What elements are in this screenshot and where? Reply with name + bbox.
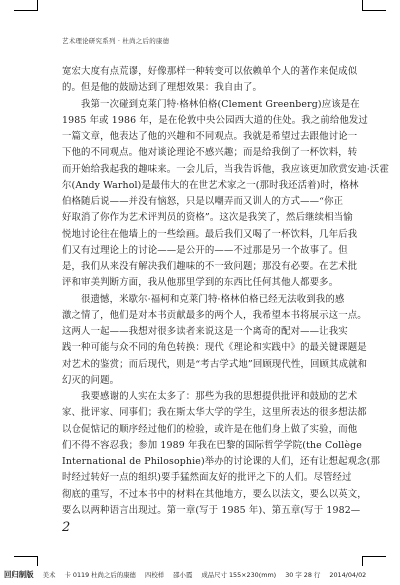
text-line: 宽宏大度有点荒谬，好像那样一种转变可以依赖单个人的著作来促成似 (62, 66, 358, 77)
running-header: 艺术理论研究系列 · 杜尚之后的康德 (62, 37, 170, 45)
text-line: 践一种可能与众不同的角色转换：现代《理论和实践中》的最关键课题是 (62, 342, 367, 354)
text-line: 的。但是他的鼓励达到了理想效果：我自由了。 (62, 82, 263, 94)
text-line: 们不得不容忍我；参加 1989 年我在巴黎的国际哲学学院(the Collège (62, 439, 362, 451)
text-line: 下他的不同观点。他对谈论理论不感兴趣；而是给我倒了一杯饮料，转 (62, 147, 358, 159)
text-line: 悦地讨论往在他墙上的一些绘画。最后我们又喝了一杯饮料，几年后我 (62, 228, 358, 240)
crop-mark (14, 10, 38, 11)
crop-mark (37, 556, 38, 566)
text-line: 要么以两种语言出现过。第一章(写于 1985 年)、第五章(写于 1982— (62, 504, 361, 516)
print-slug (4, 569, 396, 580)
body-text (62, 64, 389, 519)
crop-mark (362, 556, 386, 557)
text-line: 我要感谢的人实在太多了：那些为我的思想提供批评和鼓励的艺术 (81, 391, 358, 402)
crop-mark (14, 556, 38, 557)
text-line: 评和审美判断方面，我从他那里学到的东西比任何其他人都要多。 (62, 277, 339, 289)
crop-mark (362, 0, 363, 11)
text-line: International de Philosophie)举办的讨论课的人们，还有让想起观念(那 (62, 456, 381, 467)
text-line: 们又有过理论上的讨论——是公开的——不过那是另一个故事了。但 (62, 244, 348, 256)
crop-mark (37, 0, 38, 11)
print-date: 2014/04/02 (329, 571, 367, 579)
print-stage: 四校样 (144, 571, 165, 579)
text-line: 彻底的重写，不过本书中的材料在其他地方，要么以法文，要么以英文， (62, 488, 367, 500)
text-line: 这两人一起——我想对很多读者来说这是一个离奇的配对——让我实 (62, 326, 348, 337)
text-line: 时经过转好一点的组织)要手猛然面友好的批评之下的人们。尽管经过 (62, 472, 352, 484)
text-line: 激之情了，他们是对本书贡献最多的两个人，我希望本书将展示这一点。 (62, 309, 367, 321)
text-line: 是，我们从来没有解决我们趣味的不一致问题；那没有必要。在艺术批 (62, 261, 358, 272)
print-brand: 回归制版 (4, 570, 34, 579)
text-line: 好取消了你作为艺术评判员的资格”。这次是我笑了，然后继续相当愉 (62, 212, 353, 224)
crop-mark (362, 556, 363, 566)
text-line: 一篇文章，他表达了他的兴趣和不同观点。我就是希望过去跟他讨论一 (62, 131, 358, 142)
text-line: 对艺术的鉴赏；而后现代，则是“考古学式地”回顾现代性，回顾其成就和 (62, 358, 368, 370)
print-job-number: 卡 0119 杜尚之后的康德 (64, 571, 136, 579)
print-category: 美术 (42, 571, 56, 579)
crop-mark (362, 10, 386, 11)
text-line: 我第一次碰到克莱门特·格林伯格(Clement Greenberg)应该是在 (81, 98, 360, 110)
text-line: 家、批评家、同事们；我在斯太华大学的学生，这里所表达的很多想法都 (62, 407, 367, 419)
text-line: 尔(Andy Warhol)是最伟大的在世艺术家之一(那时我还活着)时，格林 (62, 179, 359, 191)
text-line: 幻灭的问题。 (62, 374, 120, 386)
print-editor: 邵小霞 (173, 571, 193, 579)
text-line: 很遗憾，米歇尔·福柯和克莱门特·格林伯格已经无法收到我的感 (81, 293, 345, 305)
print-lines-per-page: 30 字 28 行 (285, 571, 321, 579)
text-line: 而开始给我起我的趣味来。一会儿后，当我告诉他，我应该更加欣赏安迪·沃霍 (62, 163, 389, 175)
text-line: 以仓促惦记的顺序经过他们的检验，或许是在他们身上做了实验，而他 (62, 423, 358, 435)
print-trim-size: 成品尺寸 155×230(mm) (201, 571, 277, 579)
page-number: 2 (62, 520, 71, 535)
text-line: 1985 年或 1986 年，是在伦敦中央公园西大道的住处。我之前给他发过 (62, 114, 368, 126)
text-line: 伯格随后说——并没有恼怒，只是以嘲弄而又训人的方式——“你正 (62, 196, 344, 207)
